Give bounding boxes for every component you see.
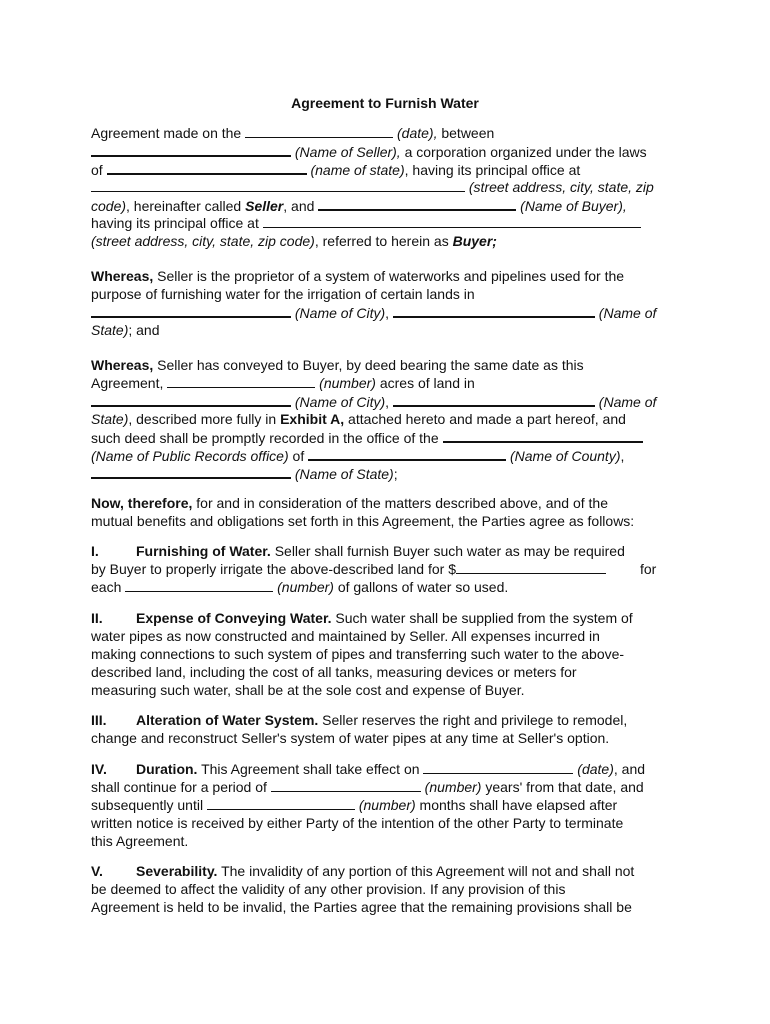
whereas2-line-5: such deed shall be promptly recorded in the office of the — [91, 429, 643, 447]
section-4-line-5: this Agreement. — [91, 833, 189, 849]
section-1-line-3: each (number) of gallons of water so used. — [91, 579, 509, 595]
intro-line-2: (Name of Seller), a corporation organized under the laws — [91, 143, 647, 161]
whereas2-line-6: (Name of Public Records office) of (Name of County), — [91, 448, 625, 464]
intro-line-6: having its principal office at — [91, 215, 641, 232]
section-1-line-1: I. Furnishing of Water. Seller shall furnish Buyer such water as may be required — [91, 543, 625, 559]
section-4-line-1: IV. Duration. This Agreement shall take effect on (date), and — [91, 761, 646, 777]
seller-state-blank[interactable] — [107, 161, 307, 175]
records-office-blank[interactable] — [443, 429, 643, 443]
intro-line-7: (street address, city, state, zip code), referred to herein as Buyer; — [91, 233, 497, 249]
section-3-line-1: III. Alteration of Water System. Seller reserves the right and privilege to remodel, — [91, 712, 628, 728]
section-2-line-4: described land, including the cost of all tanks, measuring devices or meters for — [91, 664, 577, 680]
section-2-line-3: making connections to such system of pipes and transferring such water to the above- — [91, 646, 625, 662]
whereas1-line-4: State); and — [91, 322, 160, 338]
whereas2-line-7: (Name of State); — [91, 465, 398, 483]
document-title: Agreement to Furnish Water — [291, 95, 479, 111]
section-5-line-3: Agreement is held to be invalid, the Parties agree that the remaining provisions shall be — [91, 899, 632, 915]
section-1-for: for — [640, 561, 657, 577]
whereas2-line-3: (Name of City), (Name of — [91, 393, 656, 411]
now-line-2: mutual benefits and obligations set forth in this Agreement, the Parties agree as follows: — [91, 513, 635, 529]
section-4-line-3: subsequently until (number) months shall have elapsed after — [91, 797, 618, 813]
whereas2-line-2: Agreement, (number) acres of land in — [91, 375, 475, 391]
city-blank-2[interactable] — [91, 393, 291, 407]
whereas1-line-3: (Name of City), (Name of — [91, 304, 656, 322]
intro-line-5: code), hereinafter called Seller, and (Name of Buyer), — [91, 198, 627, 214]
section-2-line-5: measuring such water, shall be at the sole cost and expense of Buyer. — [91, 682, 525, 698]
section-2-line-1: II. Expense of Conveying Water. Such water shall be supplied from the system of — [91, 610, 633, 626]
acres-number-blank[interactable] — [167, 375, 315, 388]
intro-line-1: Agreement made on the (date), between — [91, 125, 495, 141]
buyer-address-blank[interactable] — [263, 215, 641, 228]
whereas1-line-1: Whereas, Seller is the proprietor of a system of waterworks and pipelines used for the — [91, 268, 625, 284]
intro-line-3: of (name of state), having its principal office at — [91, 162, 581, 178]
section-5-line-1: V. Severability. The invalidity of any portion of this Agreement will not and shall not — [91, 863, 635, 879]
months-blank[interactable] — [207, 797, 355, 810]
section-4-line-2: shall continue for a period of (number) years' from that date, and — [91, 779, 644, 795]
section-1-line-2: by Buyer to properly irrigate the above-described land for $ — [91, 561, 606, 578]
price-blank[interactable] — [456, 561, 606, 574]
effective-date-blank[interactable] — [423, 761, 573, 774]
seller-address-blank[interactable] — [91, 179, 465, 192]
years-blank[interactable] — [271, 779, 421, 792]
section-4-line-4: written notice is received by either Party of the intention of the other Party to terminate — [91, 815, 624, 831]
seller-name-blank[interactable] — [91, 143, 291, 157]
whereas2-line-1: Whereas, Seller has conveyed to Buyer, by deed bearing the same date as this — [91, 357, 584, 373]
section-5-line-2: be deemed to affect the validity of any other provision. If any provision of this — [91, 881, 566, 897]
city-blank[interactable] — [91, 304, 291, 318]
date-blank[interactable] — [245, 125, 393, 138]
intro-line-4: (street address, city, state, zip — [91, 179, 654, 196]
now-line-1: Now, therefore, for and in consideration of the matters described above, and of the — [91, 495, 608, 511]
whereas2-line-4: State), described more fully in Exhibit A, attached hereto and made a part hereof, and — [91, 411, 626, 427]
state-blank-2[interactable] — [393, 393, 595, 407]
county-blank[interactable] — [308, 447, 506, 461]
state-blank[interactable] — [393, 304, 595, 318]
gallons-blank[interactable] — [125, 579, 273, 592]
section-3-line-2: change and reconstruct Seller's system of water pipes at any time at Seller's option. — [91, 730, 610, 746]
whereas1-line-2: purpose of furnishing water for the irrigation of certain lands in — [91, 286, 475, 302]
buyer-name-blank[interactable] — [318, 197, 516, 211]
section-2-line-2: water pipes as now constructed and maintained by Seller. All expenses incurred in — [91, 628, 600, 644]
state-blank-3[interactable] — [91, 465, 291, 479]
